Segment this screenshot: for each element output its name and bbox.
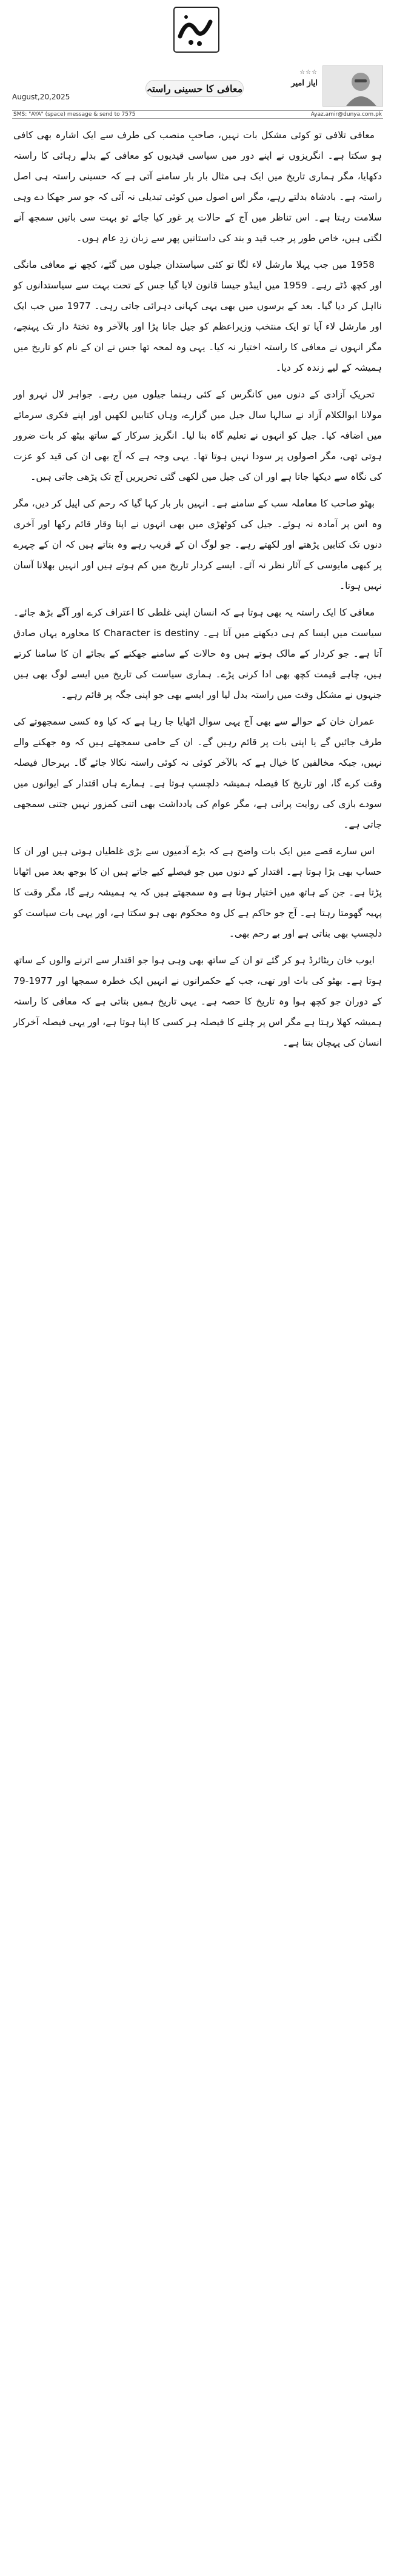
author-name: ایاز امیر [291, 79, 318, 88]
paragraph: ایوب خان ریٹائرڈ ہو کر گئے تو ان کے ساتھ بھی وہی ہوا جو اقتدار سے اترنے والوں کے ساتھ ہوتا ہے۔ بھٹو کی بات اور تھی، جب کے حکمرانوں نے انہیں ایک خطرہ سمجھا اور 1977-79 کے دوران جو کچھ ہوا وہ تاریخ کا حصہ ہے۔ یہی تاریخ ہمیں بتاتی ہے کہ معافی کا راستہ ہمیشہ کھلا رہتا ہے مگر اس پر چلنے کا فیصلہ ہر کسی کا اپنا ہوتا ہے، اور یہی فیصلہ آخرکار انسان کی پہچان بنتا ہے۔ [13, 955, 382, 1048]
article-body [13, 125, 382, 2566]
paragraph: معافی تلافی تو کوئی مشکل بات نہیں، صاحبِ منصب کی طرف سے ایک اشارہ بھی کافی ہو سکتا ہے۔ انگریزوں نے اپنے دور میں سیاسی قیدیوں کو معافی کے بدلے رہائی کا راستہ دکھایا، مگر ہماری تاریخ میں ایک ہی مثال بار بار سامنے آتی ہے کہ حسینی راستہ ہی اصل راستہ ہے۔ بادشاہ بدلتے رہے، مگر اس اصول میں کوئی تبدیلی نہ آئی کہ جو سر جھکا دے وہی سلامت رہتا ہے۔ اس تناظر میں آج کے حالات پر غور کیا جائے تو بہت سی باتیں سمجھ آنے لگتی ہیں، خاص طور پر جب قید و بند کی داستانیں پھر سے زبان زدِ عام ہوں۔ [13, 130, 382, 244]
author-photo-icon [323, 66, 382, 106]
paragraph: بھٹو صاحب کا معاملہ سب کے سامنے ہے۔ انہیں بار بار کہا گیا کہ رحم کی اپیل کر دیں، مگر وہ اس پر آمادہ نہ ہوئے۔ جیل کی کوٹھڑی میں بھی انہوں نے اپنا وقار قائم رکھا اور آخری دنوں تک کتابیں پڑھتے اور لکھتے رہے۔ جو لوگ ان کے قریب رہے وہ بتاتے ہیں کہ ان کے چہرے پر کبھی مایوسی کے آثار نظر نہ آئے۔ ایسے کردار تاریخ میں کم ہوتے ہیں اور انہیں بھلانا آسان نہیں ہوتا۔ [13, 498, 382, 591]
author-portrait [322, 65, 383, 107]
paragraph: عمران خان کے حوالے سے بھی آج یہی سوال اٹھایا جا رہا ہے کہ کیا وہ کسی سمجھوتے کی طرف جائیں گے یا اپنی بات پر قائم رہیں گے۔ ان کے حامی سمجھتے ہیں کہ وہ جھکنے والے نہیں، جبکہ مخالفین کا خیال ہے کہ بالآخر کوئی نہ کوئی راستہ نکالا جائے گا۔ بہرحال فیصلہ وقت کرے گا، اور تاریخ کا فیصلہ ہمیشہ دلچسپ ہوتا ہے۔ ہمارے ہاں اقتدار کے ایوانوں میں سودے بازی کی روایت پرانی ہے، مگر عوام کی یادداشت بھی اتنی کمزور نہیں جتنی سمجھی جاتی ہے۔ [13, 716, 382, 830]
author-email[interactable]: Ayaz.amir@dunya.com.pk [310, 111, 382, 118]
contact-bar [12, 110, 383, 119]
paragraph: معافی کا ایک راستہ یہ بھی ہوتا ہے کہ انسان اپنی غلطی کا اعتراف کرے اور آگے بڑھ جائے۔ سیاست میں ایسا کم ہی دیکھنے میں آتا ہے۔ Character is destiny کا محاورہ یہاں صادق آتا ہے۔ جو کردار کے مالک ہوتے ہیں وہ حالات کے سامنے جھکنے کے بجائے ان کا سامنا کرتے ہیں، چاہے قیمت کچھ بھی ادا کرنی پڑے۔ ہماری سیاست کی تاریخ میں ایسے لوگ بھی ہیں جنہوں نے مشکل وقت میں راستہ بدل لیا اور ایسے بھی جو اپنی جگہ پر قائم رہے۔ [13, 607, 382, 700]
paragraph: تحریکِ آزادی کے دنوں میں کانگرس کے کئی رہنما جیلوں میں رہے۔ جواہر لال نہرو اور مولانا ابوالکلام آزاد نے سالہا سال جیل میں گزارے، وہاں کتابیں لکھیں اور اپنے فکری سرمائے میں اضافہ کیا۔ جیل کو انہوں نے تعلیم گاہ بنا لیا۔ انگریز سرکار کے ساتھ بیٹھ کر بات ضرور ہوتی تھی، مگر اصولوں پر سودا نہیں ہوتا تھا۔ یہی وجہ ہے کہ آج بھی ان کی قید کو عزت کی نگاہ سے دیکھا جاتا ہے اور ان کی جیل میں لکھی گئی تحریریں آج تک پڑھی جاتی ہیں۔ [13, 389, 382, 482]
publish-date: August,20,2025 [12, 93, 70, 101]
paragraph: اس سارے قصے میں ایک بات واضح ہے کہ بڑے آدمیوں سے بڑی غلطیاں ہوتی ہیں اور ان کا حساب بھی بڑا ہوتا ہے۔ اقتدار کے دنوں میں جو فیصلے کیے جاتے ہیں ان کا بوجھ بعد میں اٹھانا پڑتا ہے۔ جن کے ہاتھ میں اختیار ہوتا ہے وہ سمجھتے ہیں کہ یہ ہمیشہ رہے گا، مگر وقت کا پہیہ گھومتا رہتا ہے۔ آج جو حاکم ہے کل وہ محکوم بھی ہو سکتا ہے، اور یہی بات سیاست کو دلچسپ بھی بناتی ہے اور بے رحم بھی۔ [13, 846, 382, 939]
newspaper-logo [173, 6, 220, 53]
column-title: معافی کا حسینی راستہ [146, 82, 243, 95]
column-header [12, 65, 383, 108]
column-title-box [145, 80, 244, 97]
newspaper-logo-icon [173, 6, 220, 53]
paragraph: 1958 میں جب پہلا مارشل لاء لگا تو کئی سیاستدان جیلوں میں گئے، کچھ نے معافی مانگی اور کچھ ڈٹے رہے۔ 1959 میں ایبڈو جیسا قانون لایا گیا جس کے تحت بہت سے سیاستدانوں کو نااہل کر دیا گیا۔ بعد کے برسوں میں بھی یہی کہانی دہرائی جاتی رہی۔ 1977 میں جب ایک اور مارشل لاء آیا تو ایک منتخب وزیراعظم کو جیل جانا پڑا اور بالآخر وہ تختۂ دار تک پہنچے، مگر انہوں نے معافی کا راستہ اختیار نہ کیا۔ یہی وہ لمحہ تھا جس نے ان کے نام کو تاریخ میں ہمیشہ کے لیے زندہ کر دیا۔ [13, 259, 382, 373]
sms-instruction: SMS: "AYA" (space) message & send to 7575 [13, 111, 136, 118]
rating-stars: ☆☆☆ [299, 69, 318, 76]
